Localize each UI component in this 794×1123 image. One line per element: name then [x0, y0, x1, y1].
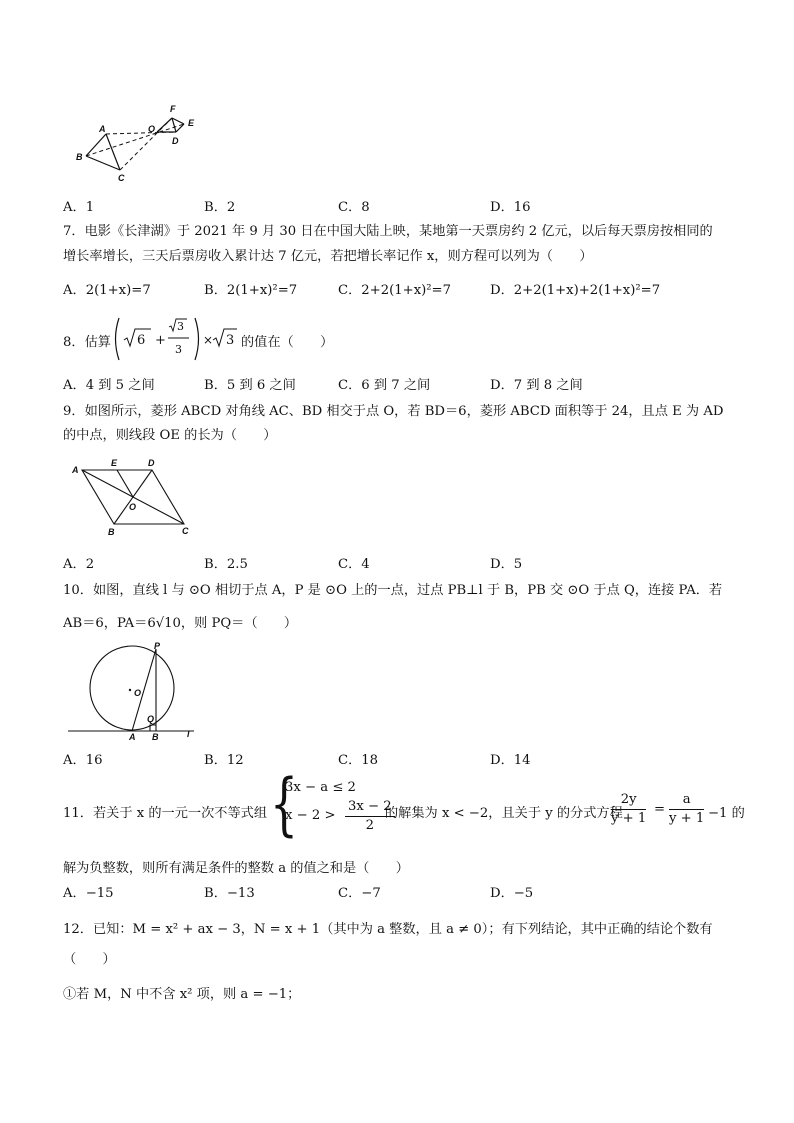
svg-text:3: 3: [177, 320, 184, 333]
q8-option-d[interactable]: D．7 到 8 之间: [490, 378, 583, 393]
fig6-label-c: C: [118, 173, 125, 183]
fig6-label-b: B: [76, 152, 83, 162]
q10-stem-line1: 10．如图，直线 l 与 ⊙O 相切于点 A，P 是 ⊙O 上的一点，过点 PB⊥l 于 B，PB 交 ⊙O 于点 Q，连接 PA．若: [63, 583, 723, 598]
q6-option-a[interactable]: A．1: [63, 200, 95, 215]
q8-option-a[interactable]: A．4 到 5 之间: [63, 378, 155, 393]
q11-stem: [63, 765, 745, 848]
fig10-label-o: O: [134, 688, 142, 698]
q11-ineq2-left: x − 2 >: [285, 808, 336, 823]
q11-eq-mid: =: [654, 802, 666, 817]
q8-option-b[interactable]: B．5 到 6 之间: [204, 378, 296, 393]
fig10-label-q: Q: [147, 714, 155, 724]
q7-option-c[interactable]: C．2+2(1+x)²=7: [338, 283, 452, 298]
fig10-label-l: l: [187, 729, 190, 739]
q11-eq-den2: y + 1: [669, 811, 705, 826]
svg-text:+: +: [155, 333, 166, 348]
q9-option-d[interactable]: D．5: [490, 557, 523, 572]
fig10-label-a: A: [129, 732, 136, 742]
fig9-label-d: D: [148, 458, 155, 468]
q10-option-a[interactable]: A．16: [63, 753, 103, 768]
svg-text:6: 6: [137, 333, 146, 348]
q11-middle: 的解集为 x < −2，且关于 y 的分式方程: [385, 806, 623, 821]
q11-ineq2-den: 2: [365, 818, 375, 833]
q9-stem-line2: 的中点，则线段 OE 的长为（ ）: [63, 428, 277, 443]
q12-statement-1: ①若 M，N 中不含 x² 项，则 a = −1；: [63, 987, 301, 1002]
fig9-label-e: E: [111, 458, 118, 468]
q11-eq-fraction1: [611, 791, 646, 828]
q9-option-a[interactable]: A．2: [63, 557, 95, 572]
q8-suffix: 的值在（ ）: [241, 335, 334, 350]
q10-stem-line2: AB＝6，PA＝6√10，则 PQ＝（ ）: [63, 616, 298, 631]
q12-stem-line1: 12．已知：M = x² + ax − 3，N = x + 1（其中为 a 整数，且 a ≠ 0）；有下列结论，其中正确的结论个数有: [63, 922, 713, 937]
fig9-label-a: A: [72, 465, 79, 475]
q11-brace: {: [270, 765, 298, 845]
svg-text:3: 3: [226, 333, 235, 348]
svg-text:×: ×: [203, 333, 214, 347]
q11-option-c[interactable]: C．−7: [338, 886, 381, 901]
q10-option-d[interactable]: D．14: [490, 753, 531, 768]
q7-stem-line2: 增长率增长，三天后票房收入累计达 7 亿元，若把增长率记作 x，则方程可以列为（ ）: [63, 249, 593, 264]
fig6-label-o: O: [148, 124, 156, 134]
q11-eq-num2: a: [669, 791, 704, 810]
q9-option-c[interactable]: C．4: [338, 557, 370, 572]
q6-option-c[interactable]: C．8: [338, 200, 370, 215]
q11-eq-tail: −1 的: [708, 806, 745, 821]
q6-option-b[interactable]: B．2: [204, 200, 236, 215]
q11-ineq2-num: 3x − 2: [345, 798, 395, 817]
q9-option-b[interactable]: B．2.5: [204, 557, 248, 572]
q12-stem-line2: （ ）: [63, 952, 116, 967]
fig6-label-d: D: [172, 136, 179, 146]
svg-text:3: 3: [175, 343, 182, 356]
q10-option-c[interactable]: C．18: [338, 753, 379, 768]
fig10-label-p: P: [154, 641, 161, 651]
q8-expression: [111, 316, 261, 362]
fig6-label-e: E: [188, 118, 195, 128]
q10-figure: [64, 640, 200, 742]
q11-stem-line2: 解为负整数，则所有满足条件的整数 a 的值之和是（ ）: [63, 861, 409, 876]
q7-stem-line1: 7．电影《长津湖》于 2021 年 9 月 30 日在中国大陆上映，某地第一天票房约 2 亿元，以后每天票房按相同的: [63, 224, 713, 239]
q7-option-d[interactable]: D．2+2(1+x)+2(1+x)²=7: [490, 283, 661, 298]
q6-option-d[interactable]: D．16: [490, 200, 531, 215]
fig10-label-b: B: [152, 732, 159, 742]
q11-ineq1: 3x − a ≤ 2: [285, 780, 356, 795]
q11-option-b[interactable]: B．−13: [204, 886, 255, 901]
q9-stem-line1: 9．如图所示，菱形 ABCD 对角线 AC、BD 相交于点 O，若 BD＝6，菱形 ABCD 面积等于 24，且点 E 为 AD: [63, 404, 724, 419]
q7-option-b[interactable]: B．2(1+x)²=7: [204, 283, 298, 298]
q7-option-a[interactable]: A．2(1+x)=7: [63, 283, 151, 298]
q11-option-a[interactable]: A．−15: [63, 886, 114, 901]
q10-option-b[interactable]: B．12: [204, 753, 244, 768]
fig9-label-o: O: [129, 502, 137, 512]
fig9-label-b: B: [108, 527, 115, 537]
fig9-label-c: C: [182, 526, 189, 536]
q8-prefix: 8．估算: [63, 335, 111, 350]
q8-option-c[interactable]: C．6 到 7 之间: [338, 378, 431, 393]
fig6-label-f: F: [170, 104, 176, 114]
q11-eq-num1: 2y: [611, 791, 646, 810]
fig6-label-a: A: [99, 124, 106, 134]
q11-eq-den1: y + 1: [611, 811, 647, 826]
q11-option-d[interactable]: D．−5: [490, 886, 534, 901]
q6-figure: [72, 98, 212, 188]
q11-prefix: 11．若关于 x 的一元一次不等式组: [63, 806, 268, 821]
q9-figure: [66, 456, 196, 540]
q11-eq-fraction2: [669, 791, 704, 828]
